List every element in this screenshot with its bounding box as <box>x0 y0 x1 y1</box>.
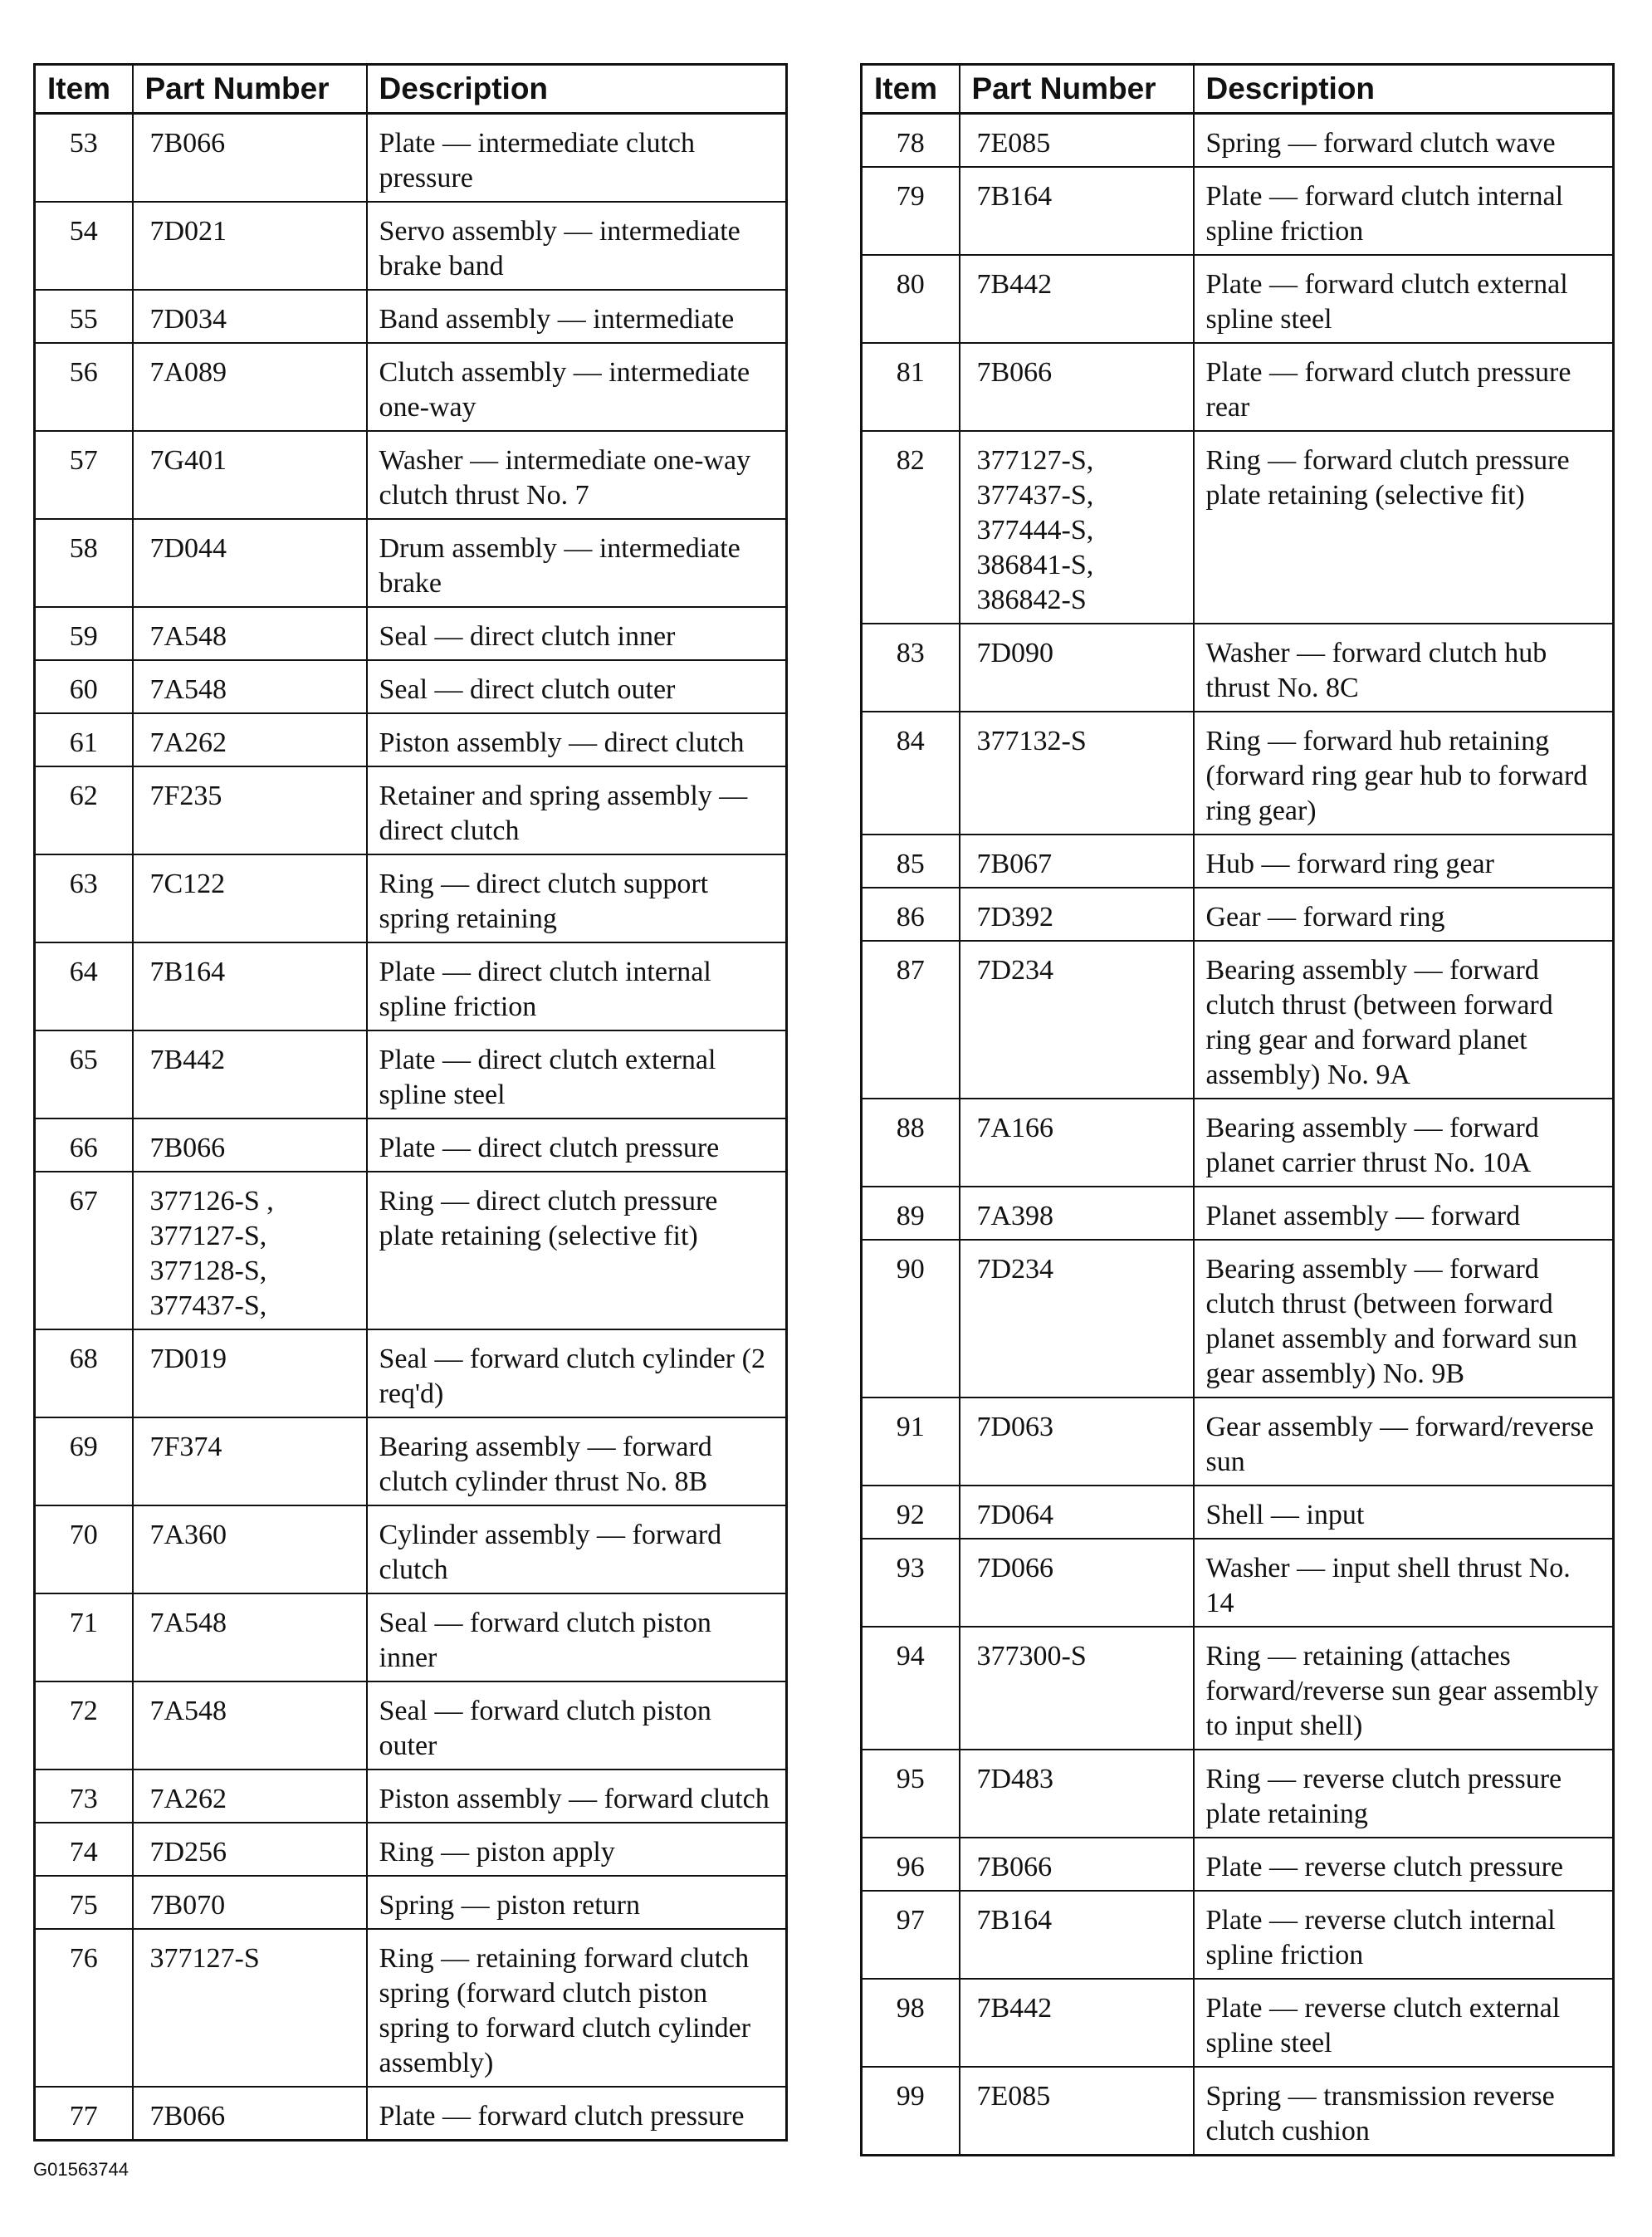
description-cell: Plate — forward clutch pressure <box>367 2087 787 2141</box>
part-number-cell: 7D034 <box>133 290 367 343</box>
description-cell: Plate — reverse clutch internal spline friction <box>1194 1891 1614 1979</box>
item-number-cell: 67 <box>35 1172 133 1329</box>
item-number-cell: 56 <box>35 343 133 431</box>
part-number-cell: 7B164 <box>960 1891 1194 1979</box>
description-cell: Ring — direct clutch support spring retaining <box>367 854 787 942</box>
table-row <box>35 766 787 854</box>
table-row <box>862 255 1614 343</box>
item-number-cell: 88 <box>862 1099 960 1187</box>
table-row <box>35 942 787 1030</box>
table-row <box>35 1118 787 1172</box>
part-number-cell: 7A548 <box>133 660 367 713</box>
part-number-cell: 7B442 <box>960 1979 1194 2067</box>
part-number-cell: 7A262 <box>133 713 367 766</box>
part-number-cell: 7D066 <box>960 1539 1194 1627</box>
description-cell: Bearing assembly — forward clutch cylinder thrust No. 8B <box>367 1417 787 1505</box>
table-row <box>862 1750 1614 1838</box>
table-row <box>35 431 787 519</box>
table-row <box>862 1891 1614 1979</box>
description-cell: Plate — forward clutch pressure rear <box>1194 343 1614 431</box>
part-number-cell: 7D044 <box>133 519 367 607</box>
description-cell: Cylinder assembly — forward clutch <box>367 1505 787 1593</box>
part-number-cell: 7B066 <box>133 114 367 203</box>
description-cell: Retainer and spring assembly — direct clutch <box>367 766 787 854</box>
description-cell: Plate — direct clutch internal spline friction <box>367 942 787 1030</box>
item-number-cell: 71 <box>35 1593 133 1681</box>
item-number-cell: 98 <box>862 1979 960 2067</box>
part-number-cell: 7A360 <box>133 1505 367 1593</box>
part-number-cell: 7A262 <box>133 1770 367 1823</box>
item-number-cell: 57 <box>35 431 133 519</box>
description-cell: Seal — forward clutch piston inner <box>367 1593 787 1681</box>
description-cell: Piston assembly — direct clutch <box>367 713 787 766</box>
item-number-cell: 62 <box>35 766 133 854</box>
part-number-cell: 7B066 <box>960 343 1194 431</box>
item-number-cell: 92 <box>862 1486 960 1539</box>
description-cell: Bearing assembly — forward planet carrier thrust No. 10A <box>1194 1099 1614 1187</box>
column-header-description: Description <box>367 65 787 114</box>
item-number-cell: 53 <box>35 114 133 203</box>
part-number-cell: 7B442 <box>133 1030 367 1118</box>
part-number-cell: 7D392 <box>960 888 1194 941</box>
item-number-cell: 60 <box>35 660 133 713</box>
description-cell: Seal — forward clutch piston outer <box>367 1681 787 1770</box>
table-row <box>35 1505 787 1593</box>
column-header-part-number: Part Number <box>133 65 367 114</box>
description-cell: Washer — intermediate one-way clutch thrust No. 7 <box>367 431 787 519</box>
item-number-cell: 73 <box>35 1770 133 1823</box>
item-number-cell: 58 <box>35 519 133 607</box>
item-number-cell: 64 <box>35 942 133 1030</box>
part-number-cell: 7D090 <box>960 624 1194 712</box>
part-number-cell: 7B442 <box>960 255 1194 343</box>
part-number-cell: 377127-S, 377437-S, 377444-S, 386841-S, 386842-S <box>960 431 1194 624</box>
item-number-cell: 80 <box>862 255 960 343</box>
table-row <box>35 1823 787 1876</box>
description-cell: Seal — forward clutch cylinder (2 req'd) <box>367 1329 787 1417</box>
table-row <box>862 2067 1614 2156</box>
part-number-cell: 7A166 <box>960 1099 1194 1187</box>
part-number-cell: 7D256 <box>133 1823 367 1876</box>
description-cell: Bearing assembly — forward clutch thrust (between forward ring gear and forward planet assembly) No. 9A <box>1194 941 1614 1099</box>
table-header-row <box>862 65 1614 114</box>
description-cell: Ring — retaining forward clutch spring (forward clutch piston spring to forward clutch cylinder assembly) <box>367 1929 787 2087</box>
part-number-cell: 7B067 <box>960 835 1194 888</box>
description-cell: Plate — forward clutch external spline steel <box>1194 255 1614 343</box>
description-cell: Spring — transmission reverse clutch cushion <box>1194 2067 1614 2156</box>
item-number-cell: 54 <box>35 202 133 290</box>
description-cell: Bearing assembly — forward clutch thrust (between forward planet assembly and forward sun gear assembly) No. 9B <box>1194 1240 1614 1398</box>
item-number-cell: 86 <box>862 888 960 941</box>
table-row <box>35 290 787 343</box>
item-number-cell: 94 <box>862 1627 960 1750</box>
table-row <box>862 114 1614 168</box>
part-number-cell: 7A548 <box>133 1681 367 1770</box>
description-cell: Seal — direct clutch inner <box>367 607 787 660</box>
description-cell: Piston assembly — forward clutch <box>367 1770 787 1823</box>
table-row <box>862 941 1614 1099</box>
item-number-cell: 65 <box>35 1030 133 1118</box>
table-body-right <box>862 114 1614 2156</box>
description-cell: Ring — forward hub retaining (forward ring gear hub to forward ring gear) <box>1194 712 1614 835</box>
item-number-cell: 85 <box>862 835 960 888</box>
item-number-cell: 91 <box>862 1398 960 1486</box>
item-number-cell: 68 <box>35 1329 133 1417</box>
item-number-cell: 90 <box>862 1240 960 1398</box>
description-cell: Plate — direct clutch external spline steel <box>367 1030 787 1118</box>
part-number-cell: 7B164 <box>133 942 367 1030</box>
description-cell: Gear — forward ring <box>1194 888 1614 941</box>
description-cell: Ring — reverse clutch pressure plate retaining <box>1194 1750 1614 1838</box>
item-number-cell: 77 <box>35 2087 133 2141</box>
item-number-cell: 89 <box>862 1187 960 1240</box>
part-number-cell: 377300-S <box>960 1627 1194 1750</box>
description-cell: Servo assembly — intermediate brake band <box>367 202 787 290</box>
table-row <box>35 1681 787 1770</box>
parts-table-left <box>33 63 788 2142</box>
table-row <box>862 712 1614 835</box>
part-number-cell: 7D064 <box>960 1486 1194 1539</box>
column-header-item: Item <box>35 65 133 114</box>
part-number-cell: 7B066 <box>133 1118 367 1172</box>
description-cell: Gear assembly — forward/reverse sun <box>1194 1398 1614 1486</box>
item-number-cell: 75 <box>35 1876 133 1929</box>
part-number-cell: 7G401 <box>133 431 367 519</box>
description-cell: Washer — input shell thrust No. 14 <box>1194 1539 1614 1627</box>
table-row <box>35 1030 787 1118</box>
item-number-cell: 82 <box>862 431 960 624</box>
description-cell: Ring — forward clutch pressure plate retaining (selective fit) <box>1194 431 1614 624</box>
part-number-cell: 7D063 <box>960 1398 1194 1486</box>
table-row <box>862 835 1614 888</box>
description-cell: Band assembly — intermediate <box>367 290 787 343</box>
item-number-cell: 63 <box>35 854 133 942</box>
item-number-cell: 59 <box>35 607 133 660</box>
table-row <box>862 431 1614 624</box>
item-number-cell: 81 <box>862 343 960 431</box>
description-cell: Shell — input <box>1194 1486 1614 1539</box>
item-number-cell: 79 <box>862 167 960 255</box>
table-row <box>35 1172 787 1329</box>
part-number-cell: 7E085 <box>960 114 1194 168</box>
table-row <box>35 1929 787 2087</box>
part-number-cell: 7A548 <box>133 607 367 660</box>
item-number-cell: 70 <box>35 1505 133 1593</box>
description-cell: Hub — forward ring gear <box>1194 835 1614 888</box>
table-header-row <box>35 65 787 114</box>
item-number-cell: 93 <box>862 1539 960 1627</box>
table-row <box>862 1187 1614 1240</box>
description-cell: Seal — direct clutch outer <box>367 660 787 713</box>
column-header-item: Item <box>862 65 960 114</box>
description-cell: Clutch assembly — intermediate one-way <box>367 343 787 431</box>
figure-reference-code: G01563744 <box>33 2159 129 2180</box>
part-number-cell: 7B066 <box>960 1838 1194 1891</box>
column-header-part-number: Part Number <box>960 65 1194 114</box>
table-row <box>35 1329 787 1417</box>
part-number-cell: 7A089 <box>133 343 367 431</box>
table-row <box>35 1593 787 1681</box>
table-row <box>862 343 1614 431</box>
item-number-cell: 84 <box>862 712 960 835</box>
description-cell: Drum assembly — intermediate brake <box>367 519 787 607</box>
item-number-cell: 99 <box>862 2067 960 2156</box>
description-cell: Planet assembly — forward <box>1194 1187 1614 1240</box>
table-body-left <box>35 114 787 2141</box>
table-row <box>35 1770 787 1823</box>
description-cell: Plate — direct clutch pressure <box>367 1118 787 1172</box>
parts-table-right <box>860 63 1615 2156</box>
table-row <box>35 1417 787 1505</box>
item-number-cell: 74 <box>35 1823 133 1876</box>
column-header-description: Description <box>1194 65 1614 114</box>
part-number-cell: 7D483 <box>960 1750 1194 1838</box>
part-number-cell: 7D021 <box>133 202 367 290</box>
table-row <box>35 202 787 290</box>
table-row <box>862 1486 1614 1539</box>
table-row <box>862 1539 1614 1627</box>
description-cell: Spring — piston return <box>367 1876 787 1929</box>
part-number-cell: 377126-S , 377127-S, 377128-S, 377437-S, <box>133 1172 367 1329</box>
part-number-cell: 377127-S <box>133 1929 367 2087</box>
description-cell: Ring — retaining (attaches forward/reverse sun gear assembly to input shell) <box>1194 1627 1614 1750</box>
table-row <box>862 624 1614 712</box>
part-number-cell: 7D234 <box>960 1240 1194 1398</box>
part-number-cell: 7D234 <box>960 941 1194 1099</box>
description-cell: Ring — piston apply <box>367 1823 787 1876</box>
part-number-cell: 7A398 <box>960 1187 1194 1240</box>
item-number-cell: 97 <box>862 1891 960 1979</box>
table-row <box>35 660 787 713</box>
part-number-cell: 7F235 <box>133 766 367 854</box>
description-cell: Plate — forward clutch internal spline friction <box>1194 167 1614 255</box>
table-row <box>862 167 1614 255</box>
description-cell: Washer — forward clutch hub thrust No. 8C <box>1194 624 1614 712</box>
part-number-cell: 7D019 <box>133 1329 367 1417</box>
table-row <box>862 1240 1614 1398</box>
item-number-cell: 83 <box>862 624 960 712</box>
part-number-cell: 7B070 <box>133 1876 367 1929</box>
item-number-cell: 61 <box>35 713 133 766</box>
table-row <box>35 343 787 431</box>
part-number-cell: 7E085 <box>960 2067 1194 2156</box>
item-number-cell: 66 <box>35 1118 133 1172</box>
table-row <box>862 1979 1614 2067</box>
description-cell: Plate — reverse clutch external spline steel <box>1194 1979 1614 2067</box>
item-number-cell: 78 <box>862 114 960 168</box>
table-row <box>35 854 787 942</box>
item-number-cell: 96 <box>862 1838 960 1891</box>
part-number-cell: 7F374 <box>133 1417 367 1505</box>
table-row <box>35 1876 787 1929</box>
table-row <box>35 519 787 607</box>
description-cell: Spring — forward clutch wave <box>1194 114 1614 168</box>
table-row <box>35 2087 787 2141</box>
table-row <box>35 114 787 203</box>
description-cell: Plate — reverse clutch pressure <box>1194 1838 1614 1891</box>
description-cell: Plate — intermediate clutch pressure <box>367 114 787 203</box>
table-row <box>862 1627 1614 1750</box>
item-number-cell: 72 <box>35 1681 133 1770</box>
part-number-cell: 7C122 <box>133 854 367 942</box>
item-number-cell: 55 <box>35 290 133 343</box>
table-row <box>862 1838 1614 1891</box>
item-number-cell: 87 <box>862 941 960 1099</box>
table-row <box>35 607 787 660</box>
table-row <box>862 1099 1614 1187</box>
table-row <box>862 1398 1614 1486</box>
description-cell: Ring — direct clutch pressure plate retaining (selective fit) <box>367 1172 787 1329</box>
table-row <box>35 713 787 766</box>
part-number-cell: 7B066 <box>133 2087 367 2141</box>
item-number-cell: 76 <box>35 1929 133 2087</box>
item-number-cell: 69 <box>35 1417 133 1505</box>
part-number-cell: 7B164 <box>960 167 1194 255</box>
part-number-cell: 377132-S <box>960 712 1194 835</box>
item-number-cell: 95 <box>862 1750 960 1838</box>
part-number-cell: 7A548 <box>133 1593 367 1681</box>
table-row <box>862 888 1614 941</box>
